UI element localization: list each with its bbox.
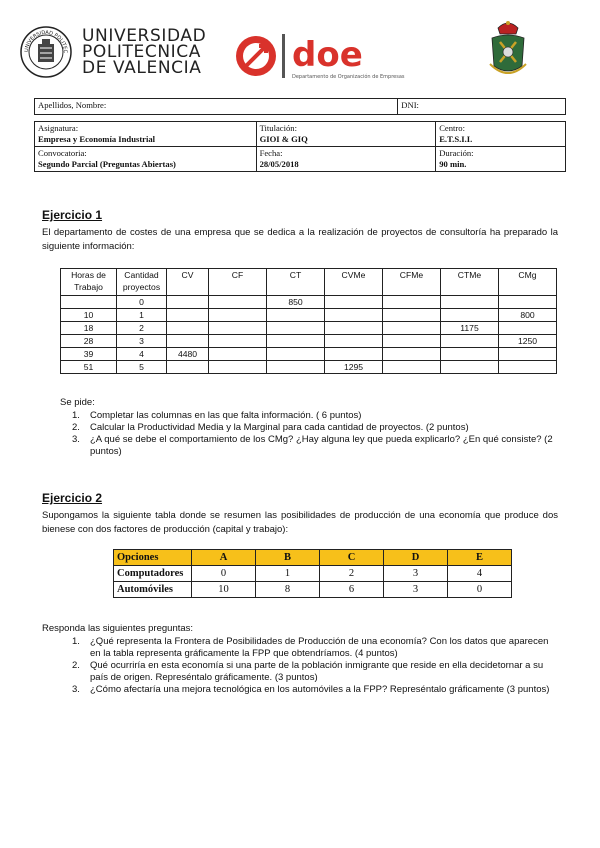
list-item	[72, 422, 558, 434]
list-number: 1.	[72, 410, 80, 421]
list-number: 3.	[72, 684, 80, 695]
table-cell	[499, 296, 557, 309]
apellidos-label: Apellidos, Nombre:	[38, 100, 107, 110]
table-cell	[383, 309, 441, 322]
table-cell	[167, 296, 209, 309]
convocatoria-cell	[35, 147, 257, 172]
table-cell: 2	[117, 322, 167, 335]
table-row	[61, 296, 557, 309]
table-cell: 1250	[499, 335, 557, 348]
table-cell	[61, 296, 117, 309]
table-cell: 3	[384, 566, 448, 582]
info-row	[35, 147, 566, 172]
svg-text:UNIVERSIDAD POLITECNICA VALENC: UNIVERSIDAD POLITEC	[23, 29, 69, 54]
costes-table-header	[61, 269, 557, 296]
table-cell	[441, 335, 499, 348]
row-label: Computadores	[114, 566, 192, 582]
titulacion-cell	[256, 122, 436, 147]
info-row	[35, 122, 566, 147]
table-cell: 8	[256, 582, 320, 598]
table-cell	[441, 348, 499, 361]
table-cell	[267, 348, 325, 361]
row-label: Automóviles	[114, 582, 192, 598]
table-cell: 5	[117, 361, 167, 374]
table-cell	[209, 348, 267, 361]
costes-table	[60, 268, 557, 374]
table-cell	[209, 296, 267, 309]
table-cell: 850	[267, 296, 325, 309]
table-cell	[499, 348, 557, 361]
table-cell: 0	[192, 566, 256, 582]
table-cell	[209, 335, 267, 348]
dni-field[interactable]	[398, 99, 566, 115]
table-cell	[267, 322, 325, 335]
column-header: CVMe	[325, 269, 383, 296]
ejercicio-1-questions	[72, 410, 558, 458]
list-item	[72, 660, 558, 684]
list-text: Completar las columnas en las que falta información. ( 6 puntos)	[90, 410, 362, 421]
table-cell	[167, 309, 209, 322]
table-cell: 28	[61, 335, 117, 348]
list-item	[72, 636, 558, 660]
info-row	[35, 99, 566, 115]
table-row	[61, 322, 557, 335]
table-cell: 2	[320, 566, 384, 582]
table-cell: 51	[61, 361, 117, 374]
table-cell	[383, 322, 441, 335]
list-text: Calcular la Productividad Media y la Marginal para cada cantidad de proyectos. (2 puntos)	[90, 422, 469, 433]
column-header: Opciones	[114, 550, 192, 566]
table-cell: 4480	[167, 348, 209, 361]
fecha-cell	[256, 147, 436, 172]
table-cell	[325, 309, 383, 322]
table-cell	[383, 361, 441, 374]
table-row	[61, 335, 557, 348]
duracion-label: Duración:	[439, 148, 474, 158]
table-cell	[325, 296, 383, 309]
ejercicio-1-intro: El departamento de costes de una empresa que se dedica a la realización de proyectos de consultoría ha preparado la siguiente información:	[42, 227, 558, 252]
table-cell: 10	[192, 582, 256, 598]
fecha-label: Fecha:	[259, 148, 283, 158]
list-number: 3.	[72, 434, 80, 445]
table-cell: 39	[61, 348, 117, 361]
centro-label: Centro:	[439, 123, 465, 133]
etsii-crest-logo	[488, 18, 528, 80]
list-item	[72, 410, 558, 422]
table-cell	[383, 348, 441, 361]
column-header: E	[448, 550, 512, 566]
list-number: 1.	[72, 636, 80, 647]
ejercicio-2-title: Ejercicio 2	[42, 491, 103, 505]
ejercicio-1-title: Ejercicio 1	[42, 208, 103, 222]
list-number: 2.	[72, 422, 80, 433]
asignatura-label: Asignatura:	[38, 123, 79, 133]
table-cell: 3	[117, 335, 167, 348]
list-item	[72, 684, 558, 696]
table-cell: 10	[61, 309, 117, 322]
convocatoria-label: Convocatoria:	[38, 148, 87, 158]
list-text: ¿Cómo afectaría una mejora tecnológica en los automóviles a la FPP? Represéntalo gráficamente (3 puntos)	[90, 684, 550, 695]
table-cell: 1175	[441, 322, 499, 335]
column-header: B	[256, 550, 320, 566]
table-cell	[325, 335, 383, 348]
table-cell	[499, 361, 557, 374]
table-cell	[267, 309, 325, 322]
fpp-table-header	[114, 550, 512, 566]
table-cell	[383, 296, 441, 309]
ejercicio-2-intro: Supongamos la siguiente tabla donde se resumen las posibilidades de producción de una economía que produce dos bienese con dos factores de producción (capital y trabajo):	[42, 510, 558, 535]
column-header: Cantidad proyectos	[117, 269, 167, 296]
table-cell: 3	[384, 582, 448, 598]
responda-label: Responda las siguientes preguntas:	[42, 623, 194, 634]
column-header: CTMe	[441, 269, 499, 296]
table-row	[61, 309, 557, 322]
table-cell	[441, 309, 499, 322]
list-text: ¿Qué representa la Frontera de Posibilidades de Producción de una economía? Con los datos que aparecen en la tabla representa gráficamente la FPP que obtendríamos. (4 puntos)	[90, 636, 549, 659]
upv-name-line: POLITECNICA	[82, 42, 201, 62]
duracion-cell	[436, 147, 566, 172]
upv-seal-logo	[20, 26, 72, 78]
column-header: Horas de Trabajo	[61, 269, 117, 296]
upv-name-line: UNIVERSIDAD	[82, 26, 207, 46]
doe-logo	[232, 32, 412, 84]
table-cell: 800	[499, 309, 557, 322]
table-cell: 0	[448, 582, 512, 598]
centro-cell	[436, 122, 566, 147]
doe-subtitle: Departamento de Organización de Empresas	[292, 74, 405, 80]
convocatoria-value: Segundo Parcial (Preguntas Abiertas)	[38, 159, 176, 169]
table-row	[61, 361, 557, 374]
table-row	[114, 566, 512, 582]
table-cell: 18	[61, 322, 117, 335]
table-row	[114, 582, 512, 598]
ejercicio-2-questions	[72, 636, 558, 696]
apellidos-field[interactable]	[35, 99, 398, 115]
column-header: CV	[167, 269, 209, 296]
column-header: D	[384, 550, 448, 566]
column-header: CFMe	[383, 269, 441, 296]
upv-name	[82, 28, 206, 76]
table-cell: 1	[256, 566, 320, 582]
asignatura-value: Empresa y Economía Industrial	[38, 134, 156, 144]
table-cell	[209, 309, 267, 322]
column-header: A	[192, 550, 256, 566]
table-cell	[209, 361, 267, 374]
doe-wordmark: doe	[292, 35, 363, 75]
table-cell: 4	[117, 348, 167, 361]
fecha-value: 28/05/2018	[259, 159, 299, 169]
duracion-value: 90 min.	[439, 159, 467, 169]
table-cell: 0	[117, 296, 167, 309]
list-item	[72, 434, 558, 458]
table-cell	[267, 361, 325, 374]
table-cell	[383, 335, 441, 348]
table-cell	[441, 296, 499, 309]
table-cell: 1295	[325, 361, 383, 374]
table-cell	[167, 322, 209, 335]
table-row	[61, 348, 557, 361]
column-header: C	[320, 550, 384, 566]
table-cell	[441, 361, 499, 374]
table-cell	[325, 348, 383, 361]
exam-info-table	[34, 98, 566, 172]
se-pide-label: Se pide:	[60, 397, 95, 408]
table-cell	[167, 335, 209, 348]
table-cell	[499, 322, 557, 335]
column-header: CF	[209, 269, 267, 296]
table-cell: 4	[448, 566, 512, 582]
table-cell	[325, 322, 383, 335]
list-text: Qué ocurriría en esta economía si una parte de la población inmigrante que reside en ella decidetornar a su país de origen. Represéntalo gráficamente. (3 puntos)	[90, 660, 544, 683]
asignatura-cell	[35, 122, 257, 147]
list-number: 2.	[72, 660, 80, 671]
table-cell: 1	[117, 309, 167, 322]
column-header: CT	[267, 269, 325, 296]
titulacion-label: Titulación:	[259, 123, 297, 133]
fpp-table	[113, 549, 512, 598]
upv-name-line: DE VALENCIA	[82, 58, 202, 78]
table-cell	[209, 322, 267, 335]
centro-value: E.T.S.I.I.	[439, 134, 473, 144]
table-cell	[167, 361, 209, 374]
table-cell: 6	[320, 582, 384, 598]
dni-label: DNI:	[401, 100, 419, 110]
column-header: CMg	[499, 269, 557, 296]
table-cell	[267, 335, 325, 348]
list-text: ¿A qué se debe el comportamiento de los CMg? ¿Hay alguna ley que pueda explicarlo? ¿En qué consiste? (2 puntos)	[90, 434, 553, 457]
titulacion-value: GIOI & GIQ	[259, 134, 308, 144]
